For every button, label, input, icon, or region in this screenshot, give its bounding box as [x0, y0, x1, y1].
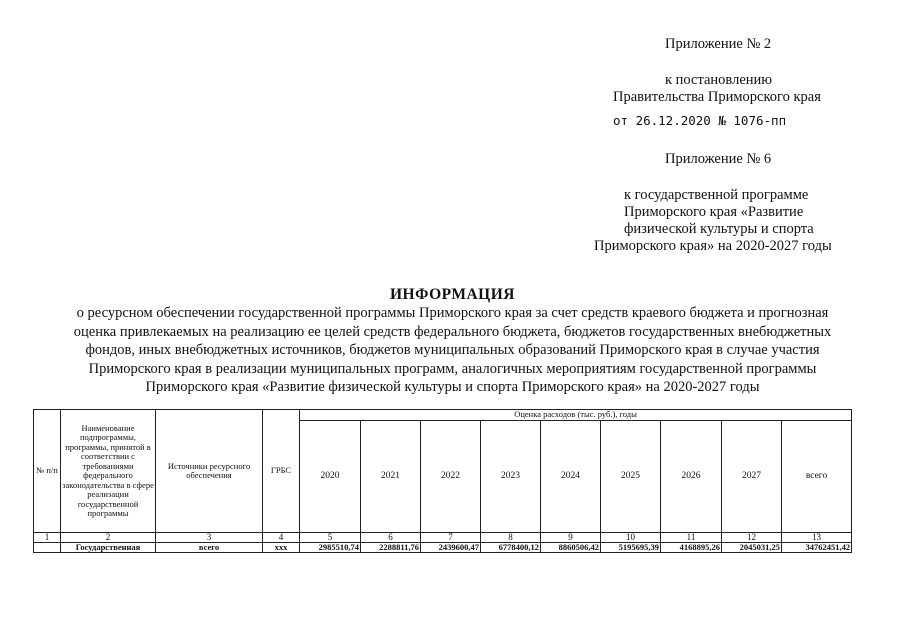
column-index: 5 [300, 533, 361, 543]
table-row [34, 543, 852, 553]
to-resolution-label: к постановлению [665, 72, 773, 88]
year-header: 2021 [361, 420, 421, 533]
value-cell: 8860506,42 [541, 543, 601, 553]
year-header: 2024 [541, 420, 601, 533]
column-index: 13 [782, 533, 852, 543]
column-index: 7 [421, 533, 481, 543]
year-header: 2026 [661, 420, 722, 533]
resolution-date-line: от 26.12.2020 № 1076-пп [613, 113, 787, 128]
document-title-block [0, 286, 905, 397]
value-cell: 6778400,12 [481, 543, 541, 553]
row-source: всего [156, 543, 263, 553]
program-line: Приморского края «Развитие [624, 204, 804, 220]
column-index: 8 [481, 533, 541, 543]
year-header: 2027 [722, 420, 782, 533]
header-num: № п/п [34, 410, 61, 533]
column-index: 2 [61, 533, 156, 543]
header-grbs: ГРБС [263, 410, 300, 533]
column-index: 3 [156, 533, 263, 543]
column-index: 11 [661, 533, 722, 543]
year-header: 2020 [300, 420, 361, 533]
header-name: Наименование подпрограммы, программы, принятой в соответствии с требованиями федерального законодательства в сфере реализации государственной программы [61, 410, 156, 533]
title-line: о ресурсном обеспечении государственной программы Приморского края за счет средств краевого бюджета и прогнозная [76, 305, 829, 321]
program-line: Приморского края» на 2020-2027 годы [594, 238, 832, 254]
title-line: фондов, иных внебюджетных источников, бюджетов муниципальных образований Приморского края в случае участия [85, 342, 820, 358]
resource-table [33, 409, 852, 553]
year-header: 2025 [601, 420, 661, 533]
row-grbs: ххх [263, 543, 300, 553]
header-expense-group: Оценка расходов (тыс. руб.), годы [300, 410, 852, 421]
title-line: оценка привлекаемых на реализацию ее целей средств федерального бюджета, бюджетов государственных внебюджетных [73, 323, 832, 340]
column-index: 12 [722, 533, 782, 543]
total-value-cell: 34762451,42 [782, 543, 852, 553]
column-index: 6 [361, 533, 421, 543]
title-line: Приморского края в реализации муниципальных программ, аналогичных мероприятиям государственной программы [88, 360, 817, 377]
title-line: Приморского края «Развитие физической культуры и спорта Приморского края» на 2020-2027 годы [145, 379, 760, 395]
column-index: 10 [601, 533, 661, 543]
value-cell: 2439600,47 [421, 543, 481, 553]
value-cell: 2045031,25 [722, 543, 782, 553]
table-header-row [34, 410, 852, 421]
header-sources: Источники ресурсного обеспечения [156, 410, 263, 533]
column-index: 4 [263, 533, 300, 543]
value-cell: 2288811,76 [361, 543, 421, 553]
program-line: к государственной программе [624, 187, 809, 203]
appendix-6-label: Приложение № 6 [665, 151, 772, 167]
program-line: физической культуры и спорта [624, 221, 814, 237]
column-index: 9 [541, 533, 601, 543]
government-label: Правительства Приморского края [613, 89, 821, 105]
value-cell: 2985510,74 [300, 543, 361, 553]
column-index: 1 [34, 533, 61, 543]
row-name: Государственная [61, 543, 156, 553]
row-num [34, 543, 61, 553]
year-header: 2023 [481, 420, 541, 533]
year-header: 2022 [421, 420, 481, 533]
appendix-2-label: Приложение № 2 [665, 36, 772, 52]
document-heading: ИНФОРМАЦИЯ [390, 286, 515, 303]
value-cell: 5195695,39 [601, 543, 661, 553]
table-index-row [34, 533, 852, 543]
total-header: всего [782, 420, 852, 533]
value-cell: 4168895,26 [661, 543, 722, 553]
